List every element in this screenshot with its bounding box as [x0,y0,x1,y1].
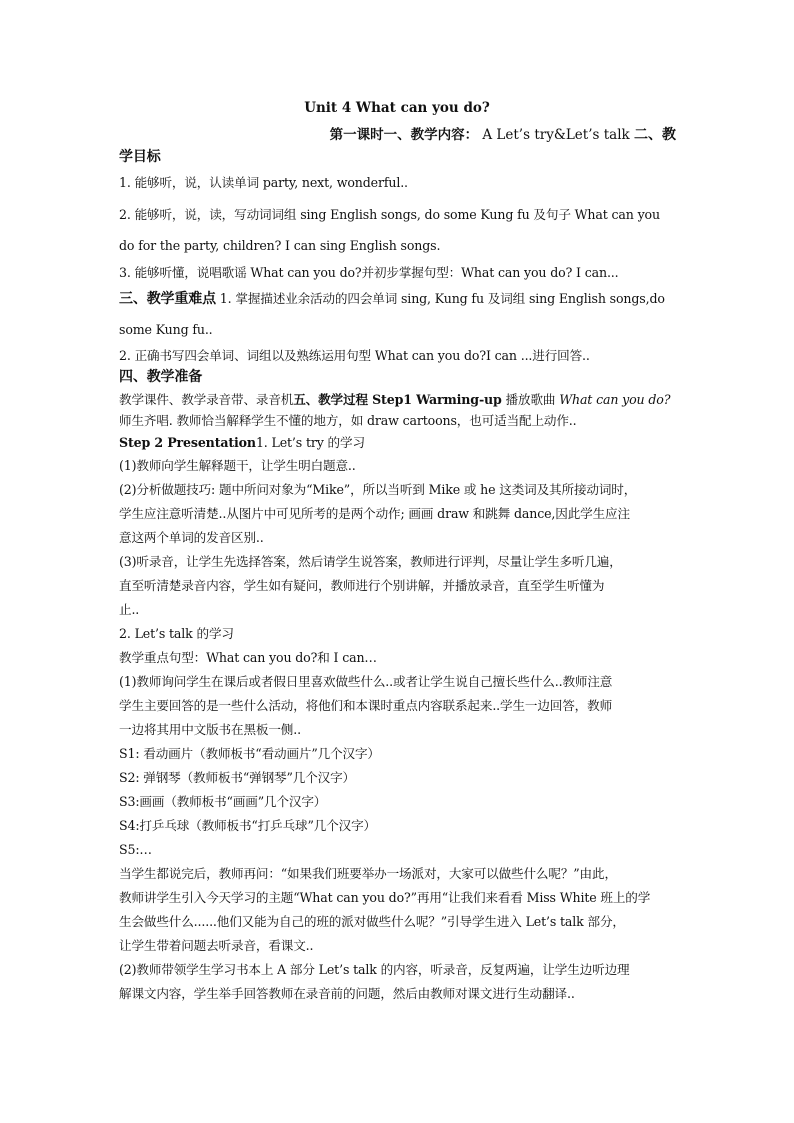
key-point-2: 2. 正确书写四会单词、词组以及熟练运用句型 What can you do?I can ...进行回答.. [119,348,590,363]
student-answer-5: S5:… [119,842,152,857]
preparation-heading: 四、教学准备 [119,369,203,385]
lets-talk-heading: 2. Let’s talk 的学习 [119,626,234,641]
lesson-heading [330,123,676,144]
objective-2: 2. 能够听，说，读，写动词词组 sing English songs, do some Kung fu 及句子 What can you [119,207,660,222]
preparation-line [119,391,670,409]
try-step-3: (3)听录音，让学生先选择答案，然后请学生说答案，教师进行评判，尽量让学生多听几遍， [119,554,622,569]
warmup-cont: 师生齐唱. 教师恰当解释学生不懂的地方，如 draw cartoons，也可适当配上动作.. [119,413,577,428]
talk-paragraph-b: 教师讲学生引入今天学习的主题“What can you do?”再用“让我们来看看 Miss White 班上的学 [119,890,651,905]
student-answer-4: S4:打乒乓球（教师板书“打乒乓球”几个汉字） [119,818,376,833]
try-step-2-cont-b: 意这两个单词的发音区别.. [119,530,264,545]
try-step-3-cont-a: 直至听清楚录音内容，学生如有疑问，教师进行个别讲解，并播放录音，直至学生听懂为 [119,578,605,593]
process-heading: 五、教学过程 Step1 Warming-up [293,392,502,407]
student-answer-2: S2: 弹钢琴（教师板书“弹钢琴”几个汉字） [119,770,355,785]
document-title: Unit 4 What can you do? [304,100,490,116]
objective-2-cont: do for the party, children? I can sing English songs. [119,238,441,253]
objective-3: 3. 能够听懂，说唱歌谣 What can you do?并初步掌握句型：What can you do? I can... [119,265,619,280]
objectives-heading-end: 学目标 [119,149,161,165]
try-step-3-cont-b: 止.. [119,602,140,617]
talk-step-1-cont-a: 学生主要回答的是一些什么活动，将他们和本课时重点内容联系起来..学生一边回答，教师 [119,698,613,713]
key-sentence: 教学重点句型：What can you do?和 I can… [119,650,377,665]
talk-step-2: (2)教师带领学生学习书本上 A 部分 Let’s talk 的内容，听录音，反复两遍，让学生边听边理 [119,962,630,977]
song-title: What can you do? [559,392,671,407]
talk-step-1-cont-b: 一边将其用中文版书在黑板一侧.. [119,722,301,737]
step2-heading: Step 2 Presentation [119,435,256,450]
warmup-text: 播放歌曲 [501,392,560,407]
student-answer-3: S3:画画（教师板书“画画”几个汉字） [119,794,327,809]
objective-1: 1. 能够听，说，认读单词 party, next, wonderful.. [119,175,408,190]
lets-try-heading: 1. Let’s try 的学习 [255,435,365,450]
key-point-1-cont: some Kung fu.. [119,322,213,337]
key-point-1: 1. 掌握描述业余活动的四会单词 sing, Kung fu 及词组 sing English songs,do [215,291,665,306]
lesson-heading-label: 第一课时一、教学内容： [329,127,479,143]
preparation-text: 教学课件、教学录音带、录音机 [119,392,294,407]
try-step-2: (2)分析做题技巧: 题中所问对象为“Mike”，所以当听到 Mike 或 he 这类词及其所接动词时， [119,482,637,497]
student-answer-1: S1: 看动画片（教师板书“看动画片”几个汉字） [119,746,380,761]
talk-paragraph-a: 当学生都说完后，教师再问：“如果我们班要举办一场派对，大家可以做些什么呢？”由此， [119,866,617,881]
talk-paragraph-d: 让学生带着问题去听录音，看课文.. [119,938,314,953]
try-step-2-cont-a: 学生应注意听清楚..从图片中可见所考的是两个动作; 画画 draw 和跳舞 dance,因此学生应注 [119,506,630,521]
objectives-heading-start: 二、教 [634,127,676,143]
key-points-heading: 三、教学重难点 [119,291,216,307]
step2-line [119,434,365,452]
talk-paragraph-c: 生会做些什么......他们又能为自己的班的派对做些什么呢？”引导学生进入 Let’s talk 部分， [119,914,625,929]
key-points-line [119,290,665,308]
lesson-heading-content: A Let’s try&Let’s talk [478,127,634,143]
try-step-1: (1)教师向学生解释题干，让学生明白题意.. [119,458,356,473]
talk-step-2-cont: 解课文内容，学生举手回答教师在录音前的问题，然后由教师对课文进行生动翻译.. [119,986,575,1001]
talk-step-1: (1)教师询问学生在课后或者假日里喜欢做些什么..或者让学生说自己擅长些什么..教师注意 [119,674,613,689]
